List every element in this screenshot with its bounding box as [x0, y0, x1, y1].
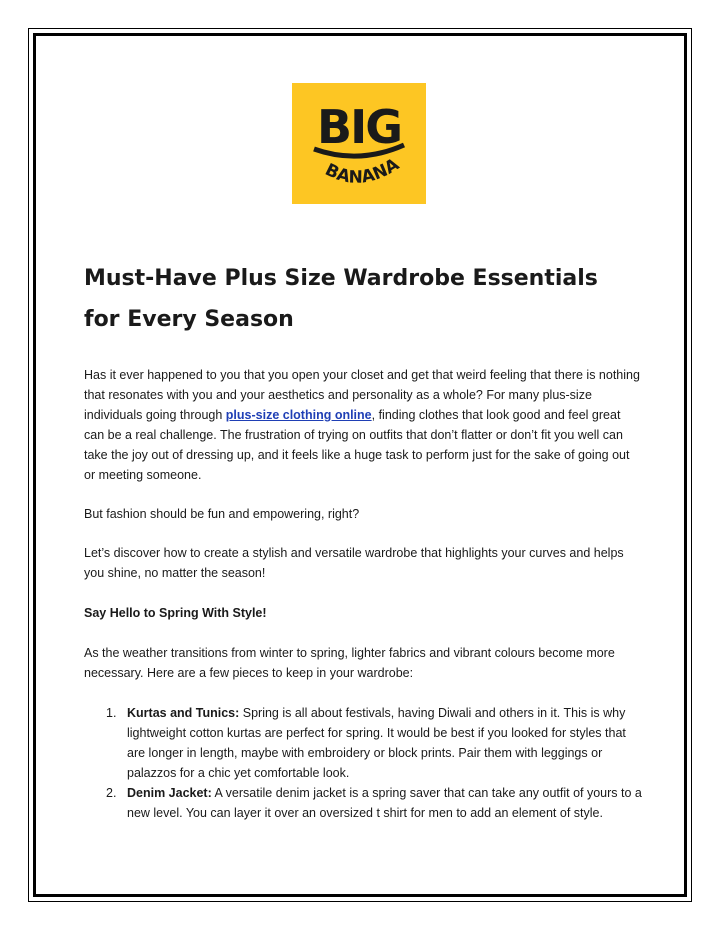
big-banana-logo — [292, 83, 426, 204]
page-title — [84, 258, 644, 340]
wardrobe-list — [84, 703, 644, 823]
intro-paragraph — [84, 365, 644, 485]
title-line-1: Must-Have Plus Size Wardrobe Essentials — [84, 266, 598, 291]
list-item-text: Spring is all about festivals, having Diwali and others in it. This is why lightweight cotton kurtas are perfect for spring. It would be best if you looked for styles that are longer in length, maybe with embroidery or block prints. Pair them with leggings or palazzos for a chic yet comfortable look. — [127, 706, 626, 780]
logo-text-big: BIG — [317, 100, 401, 154]
list-item-label: Denim Jacket: — [127, 786, 212, 800]
list-item — [84, 783, 644, 823]
plus-size-clothing-link[interactable]: plus-size clothing online — [225, 408, 372, 422]
paragraph-empowering: But fashion should be fun and empowering, right? — [84, 507, 360, 521]
logo-graphic — [292, 83, 426, 204]
title-line-2: for Every Season — [84, 307, 294, 332]
list-number: 2. — [106, 786, 117, 800]
paragraph-spring-intro: As the weather transitions from winter to spring, lighter fabrics and vibrant colours become more necessary. Here are a few pieces to keep in your wardrobe: — [84, 646, 615, 680]
list-item — [84, 703, 644, 783]
paragraph-discover: Let’s discover how to create a stylish and versatile wardrobe that highlights your curves and helps you shine, no matter the season! — [84, 546, 624, 580]
list-number: 1. — [106, 706, 117, 720]
list-item-label: Kurtas and Tunics: — [127, 706, 240, 720]
intro-text-after: , finding clothes that look good and feel great can be a real challenge. The frustration of trying on outfits that don’t flatter or don’t fit you well can take the joy out of dressing up, and it feels like a huge task to perform just for the sake of going out or meeting someone. — [84, 408, 630, 482]
list-item-text: A versatile denim jacket is a spring saver that can take any outfit of yours to a new level. You can layer it over an oversized t shirt for men to add an element of style. — [127, 786, 642, 820]
intro-text-before: Has it ever happened to you that you open your closet and get that weird feeling that there is nothing that resonates with you and your aesthetics and personality as a whole? For many plus-size individuals going through — [84, 368, 640, 422]
logo-text-banana: BANANA — [321, 154, 403, 188]
section-heading-spring: Say Hello to Spring With Style! — [84, 606, 267, 620]
